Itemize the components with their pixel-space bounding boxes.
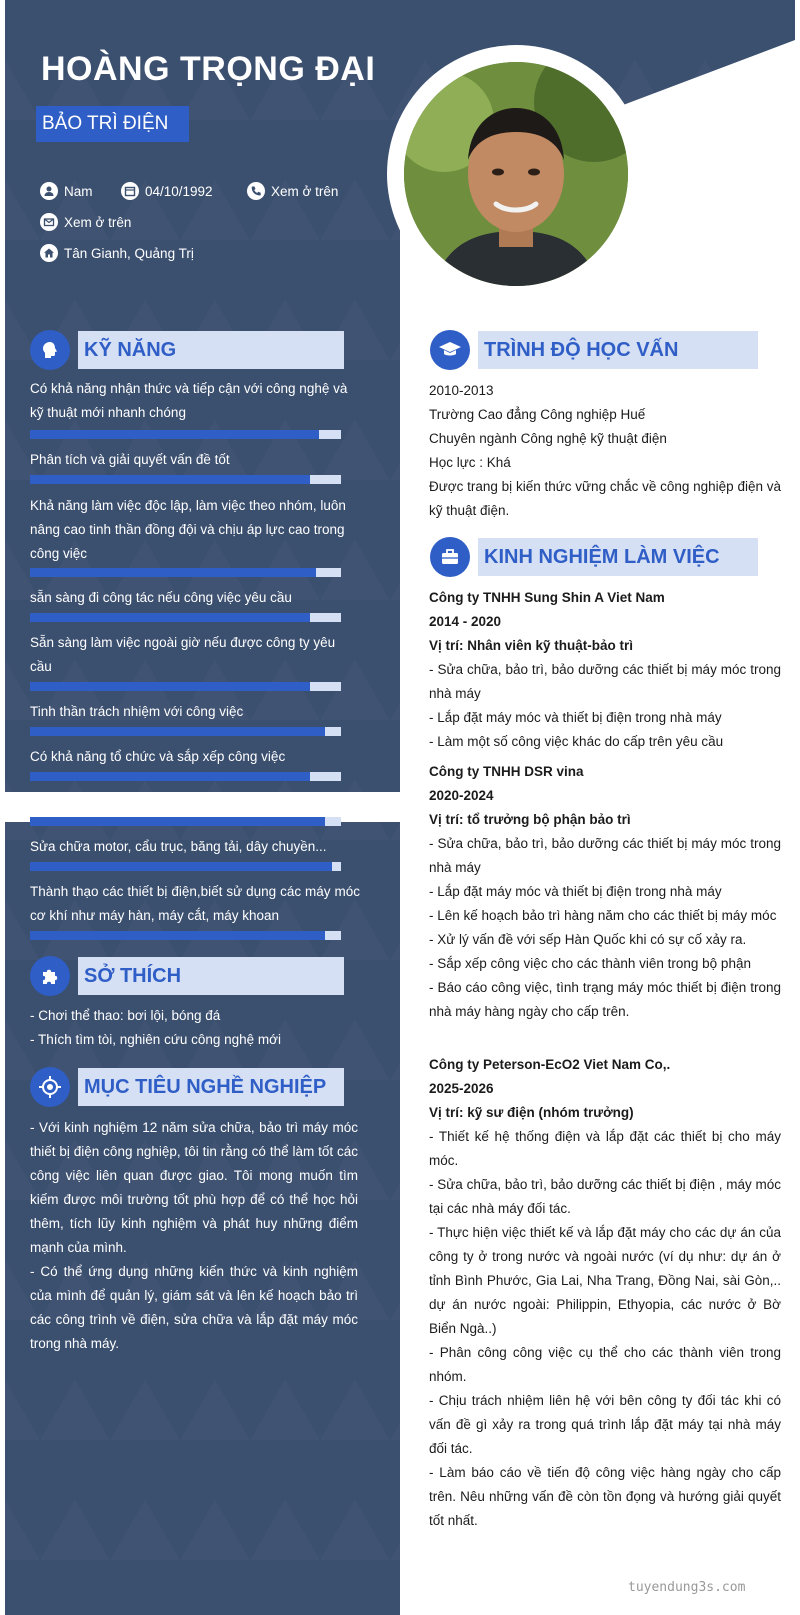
job-duty: - Làm một số công việc khác do cấp trên yêu cầu bbox=[429, 734, 724, 749]
job-entry bbox=[429, 760, 781, 1024]
phone-icon bbox=[247, 182, 265, 200]
job-duty: - Sắp xếp công việc cho các thành viên trong bộ phận bbox=[429, 956, 751, 971]
gender-info bbox=[40, 182, 93, 200]
job-position: Vị trí: tổ trưởng bộ phận bảo trì bbox=[429, 812, 631, 827]
job-period: 2025-2026 bbox=[429, 1081, 494, 1096]
job-company: Công ty TNHH DSR vina bbox=[429, 764, 584, 779]
phone-text: Xem ở trên bbox=[271, 183, 339, 199]
job-duty: - Báo cáo công việc, tình trạng máy móc thiết bị điện trong nhà máy hàng ngày cho cấp trên. bbox=[429, 980, 781, 1019]
job-duty: - Làm báo cáo về tiến độ công việc hàng ngày cho cấp trên. Nêu những vấn đề còn tồn đọng và hướng giải quyết tốt nhất. bbox=[429, 1465, 781, 1528]
job-company: Công ty Peterson-EcO2 Viet Nam Co,. bbox=[429, 1057, 671, 1072]
skill-bar bbox=[30, 568, 341, 577]
job-duty: - Lắp đặt máy móc và thiết bị điện trong nhà máy bbox=[429, 710, 722, 725]
job-duty: - Sửa chữa, bảo trì, bảo dưỡng các thiết bị máy móc trong nhà máy bbox=[429, 836, 781, 875]
job-period: 2014 - 2020 bbox=[429, 614, 502, 629]
objective-header bbox=[30, 1067, 344, 1107]
skill-bar bbox=[30, 772, 341, 781]
hobbies-header bbox=[30, 956, 344, 996]
job-duty: - Phân công công việc cụ thể cho các thành viên trong nhóm. bbox=[429, 1345, 781, 1384]
email-info bbox=[40, 213, 131, 231]
skill-text: sẵn sàng đi công tác nếu công việc yêu cầu bbox=[30, 590, 292, 605]
skills-title: KỸ NĂNG bbox=[78, 331, 344, 369]
skill-text: Có khả năng tổ chức và sắp xếp công việc bbox=[30, 749, 286, 764]
graduation-cap-icon bbox=[430, 330, 470, 370]
skill-bar bbox=[30, 817, 341, 826]
skill-text: Khả năng làm việc độc lập, làm việc theo nhóm, luôn nâng cao tinh thần đồng đội và chịu áp lực cao trong công việc bbox=[30, 498, 346, 561]
calendar-icon bbox=[121, 182, 139, 200]
skill-bar bbox=[30, 475, 341, 484]
user-icon bbox=[40, 182, 58, 200]
hobby-item: - Chơi thể thao: bơi lội, bóng đá bbox=[30, 1008, 221, 1023]
brain-icon bbox=[30, 330, 70, 370]
skill-text: Phân tích và giải quyết vấn đề tốt bbox=[30, 452, 230, 467]
puzzle-icon bbox=[30, 956, 70, 996]
job-duty: - Thiết kế hệ thống điện và lắp đặt các thiết bị cho máy móc. bbox=[429, 1129, 781, 1168]
email-text: Xem ở trên bbox=[64, 214, 132, 230]
job-entry bbox=[429, 586, 781, 754]
job-duty: - Sửa chữa, bảo trì, bảo dưỡng các thiết bị điện , máy móc tại các nhà máy đối tác. bbox=[429, 1177, 781, 1216]
job-duty: - Chịu trách nhiệm liên hệ với bên công ty đối tác khi có vấn đề gì xảy ra trong quá trình lắp đặt máy tại nhà máy đối tác. bbox=[429, 1393, 781, 1456]
job-company: Công ty TNHH Sung Shin A Viet Nam bbox=[429, 590, 665, 605]
candidate-name: HOÀNG TRỌNG ĐẠI bbox=[41, 50, 376, 88]
job-duty: - Sửa chữa, bảo trì, bảo dưỡng các thiết bị máy móc trong nhà máy bbox=[429, 662, 781, 701]
briefcase-icon bbox=[430, 537, 470, 577]
job-period: 2020-2024 bbox=[429, 788, 494, 803]
target-icon bbox=[30, 1067, 70, 1107]
objective-title: MỤC TIÊU NGHỀ NGHIỆP bbox=[78, 1068, 344, 1106]
experience-title: KINH NGHIỆM LÀM VIỆC bbox=[478, 538, 758, 576]
phone-info bbox=[247, 182, 338, 200]
objective-paragraph: - Với kinh nghiệm 12 năm sửa chữa, bảo trì máy móc thiết bị điện công nghiệp, tôi tin rằng có thể làm tốt các công việc liên quan được giao. Tôi mong muốn tìm kiếm được môi trường tốt phù hợp để có thể học hỏi thêm, tích lũy kinh nghiệm và phát huy những điểm mạnh của mình. bbox=[30, 1120, 358, 1255]
job-entry bbox=[429, 1053, 781, 1533]
skill-bar bbox=[30, 613, 341, 622]
education-major: Chuyên ngành Công nghệ kỹ thuật điện bbox=[429, 431, 667, 446]
skill-text: Tinh thần trách nhiệm với công việc bbox=[30, 704, 244, 719]
education-description: Được trang bị kiến thức vững chắc về công nghiệp điện và kỹ thuật điện. bbox=[429, 479, 781, 518]
gender-text: Nam bbox=[64, 183, 93, 199]
job-title-badge: BẢO TRÌ ĐIỆN bbox=[36, 106, 189, 142]
cv-page bbox=[5, 0, 795, 1615]
address-text: Tân Gianh, Quảng Trị bbox=[64, 245, 194, 261]
skill-bar bbox=[30, 727, 341, 736]
skill-bar bbox=[30, 430, 341, 439]
hobby-item: - Thích tìm tòi, nghiên cứu công nghệ mới bbox=[30, 1032, 282, 1047]
job-duty: - Lắp đặt máy móc và thiết bị điện trong nhà máy bbox=[429, 884, 722, 899]
skills-header bbox=[30, 330, 344, 370]
skill-bar bbox=[30, 862, 341, 871]
job-duty: - Xử lý vấn đề với sếp Hàn Quốc khi có sự cố xảy ra. bbox=[429, 932, 747, 947]
education-grade: Học lực : Khá bbox=[429, 455, 511, 470]
job-duty: - Lên kế hoạch bảo trì hàng năm cho các thiết bị máy móc bbox=[429, 908, 777, 923]
skill-text: Sẵn sàng làm việc ngoài giờ nếu được công ty yêu cầu bbox=[30, 635, 336, 674]
birthday-text: 04/10/1992 bbox=[145, 183, 213, 199]
experience-header bbox=[430, 537, 758, 577]
education-period: 2010-2013 bbox=[429, 383, 494, 398]
job-position: Vị trí: Nhân viên kỹ thuật-bảo trì bbox=[429, 638, 634, 653]
education-header bbox=[430, 330, 758, 370]
job-position: Vị trí: kỹ sư điện (nhóm trưởng) bbox=[429, 1105, 634, 1120]
objective-paragraph: - Có thể ứng dụng những kiến thức và kinh nghiệm của mình để quản lý, giám sát và lên kế hoạch bảo trì các công trình về điện, sửa chữa và lắp đặt máy móc trong nhà máy. bbox=[30, 1264, 358, 1351]
birthday-info bbox=[121, 182, 213, 200]
job-duty: - Thực hiện việc thiết kế và lắp đặt máy cho các dự án của công ty ở trong nước và ngoài nước (ví dụ như: dự án ở tỉnh Bình Phước, Gia Lai, Nha Trang, Đồng Nai, sài Gòn,.. dự án nước ngoài: Philippin, Ethyopia, các nước ở Bờ Biển Ngà..) bbox=[429, 1225, 781, 1336]
email-icon bbox=[40, 213, 58, 231]
education-school: Trường Cao đẳng Công nghiệp Huế bbox=[429, 407, 646, 422]
education-title: TRÌNH ĐỘ HỌC VẤN bbox=[478, 331, 758, 369]
footer-watermark: tuyendung3s.com bbox=[628, 1580, 746, 1595]
home-icon bbox=[40, 244, 58, 262]
skill-bar bbox=[30, 682, 341, 691]
skill-bar bbox=[30, 931, 341, 940]
address-info bbox=[40, 244, 194, 262]
hobbies-title: SỞ THÍCH bbox=[78, 957, 344, 995]
skill-text: Có khả năng nhận thức và tiếp cận với công nghệ và kỹ thuật mới nhanh chóng bbox=[30, 381, 348, 420]
avatar bbox=[404, 62, 628, 286]
skill-text: Sửa chữa motor, cẩu trục, băng tải, dây chuyền... bbox=[30, 839, 327, 854]
skill-text: Thành thạo các thiết bị điện,biết sử dụng các máy móc cơ khí như máy hàn, máy cắt, máy khoan bbox=[30, 884, 360, 923]
